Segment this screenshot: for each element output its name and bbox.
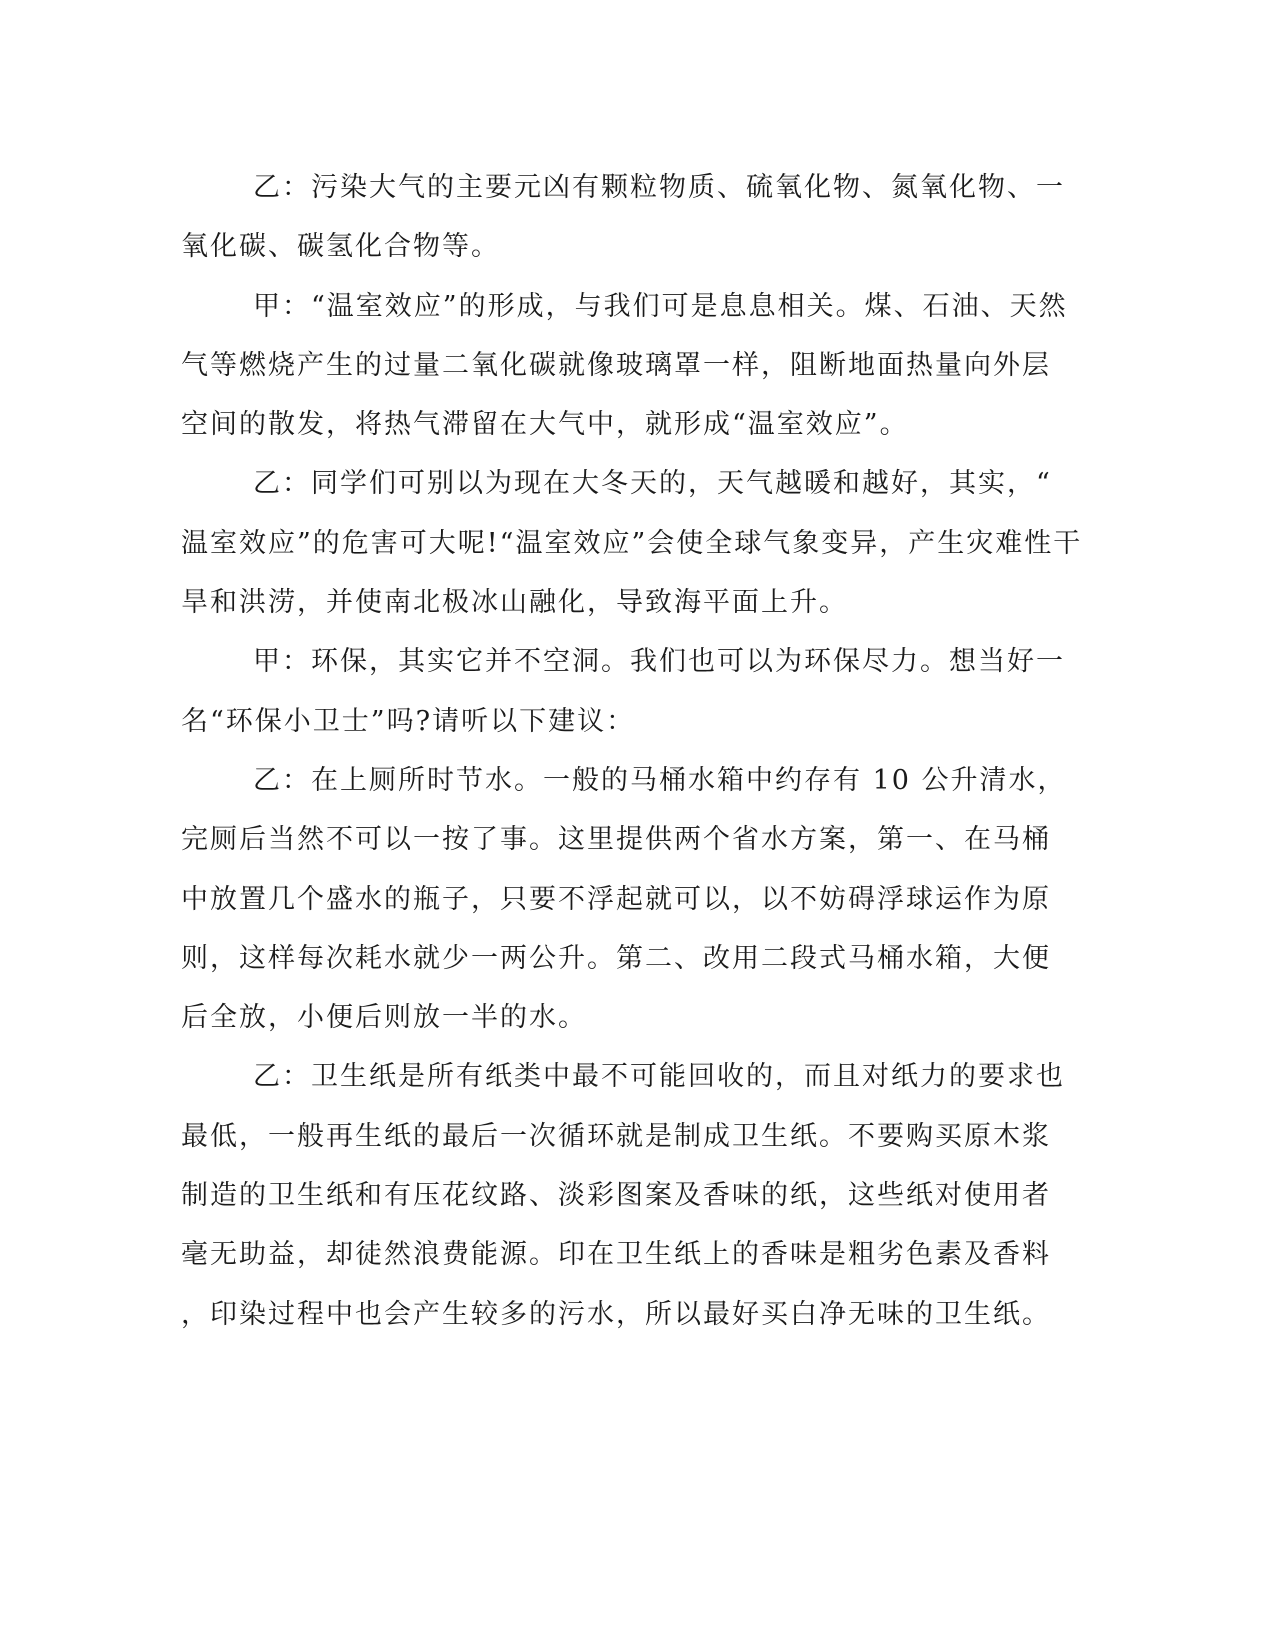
text-line: 气等燃烧产生的过量二氧化碳就像玻璃罩一样，阻断地面热量向外层 <box>181 349 1051 381</box>
text-line: 制造的卫生纸和有压花纹路、淡彩图案及香味的纸，这些纸对使用者 <box>181 1180 1051 1212</box>
text-line: 甲：“温室效应”的形成，与我们可是息息相关。煤、石油、天然 <box>253 290 1068 322</box>
text-line: 则，这样每次耗水就少一两公升。第二、改用二段式马桶水箱，大便 <box>181 942 1051 974</box>
text-line: 乙：在上厕所时节水。一般的马桶水箱中约存有 10 公升清水， <box>253 764 1067 796</box>
text-line: 氧化碳、碳氢化合物等。 <box>181 231 500 263</box>
text-line: 甲：环保，其实它并不空洞。我们也可以为环保尽力。想当好一 <box>253 646 1065 678</box>
document-body <box>181 158 1083 1344</box>
text-line: 温室效应”的危害可大呢!“温室效应”会使全球气象变异，产生灾难性干 <box>181 527 1083 559</box>
text-line: 后全放，小便后则放一半的水。 <box>181 1002 587 1034</box>
text-line: 旱和洪涝，并使南北极冰山融化，导致海平面上升。 <box>181 587 848 619</box>
text-line: 中放置几个盛水的瓶子，只要不浮起就可以，以不妨碍浮球运作为原 <box>181 883 1051 915</box>
text-line: 乙：污染大气的主要元凶有颗粒物质、硫氧化物、氮氧化物、一 <box>253 172 1065 203</box>
text-line: 空间的散发，将热气滞留在大气中，就形成“温室效应”。 <box>181 409 909 441</box>
text-line: 乙：卫生纸是所有纸类中最不可能回收的，而且对纸力的要求也 <box>253 1061 1065 1093</box>
text-line: 完厕后当然不可以一按了事。这里提供两个省水方案，第一、在马桶 <box>181 824 1051 856</box>
text-line: 名“环保小卫士”吗?请听以下建议： <box>181 705 636 737</box>
text-line: 乙：同学们可别以为现在大冬天的，天气越暖和越好，其实，“ <box>253 468 1052 500</box>
text-line: 毫无助益，却徒然浪费能源。印在卫生纸上的香味是粗劣色素及香料 <box>181 1239 1051 1271</box>
text-line: 最低，一般再生纸的最后一次循环就是制成卫生纸。不要购买原木浆 <box>181 1120 1051 1152</box>
text-line: ，印染过程中也会产生较多的污水，所以最好买白净无味的卫生纸。 <box>181 1298 1051 1330</box>
